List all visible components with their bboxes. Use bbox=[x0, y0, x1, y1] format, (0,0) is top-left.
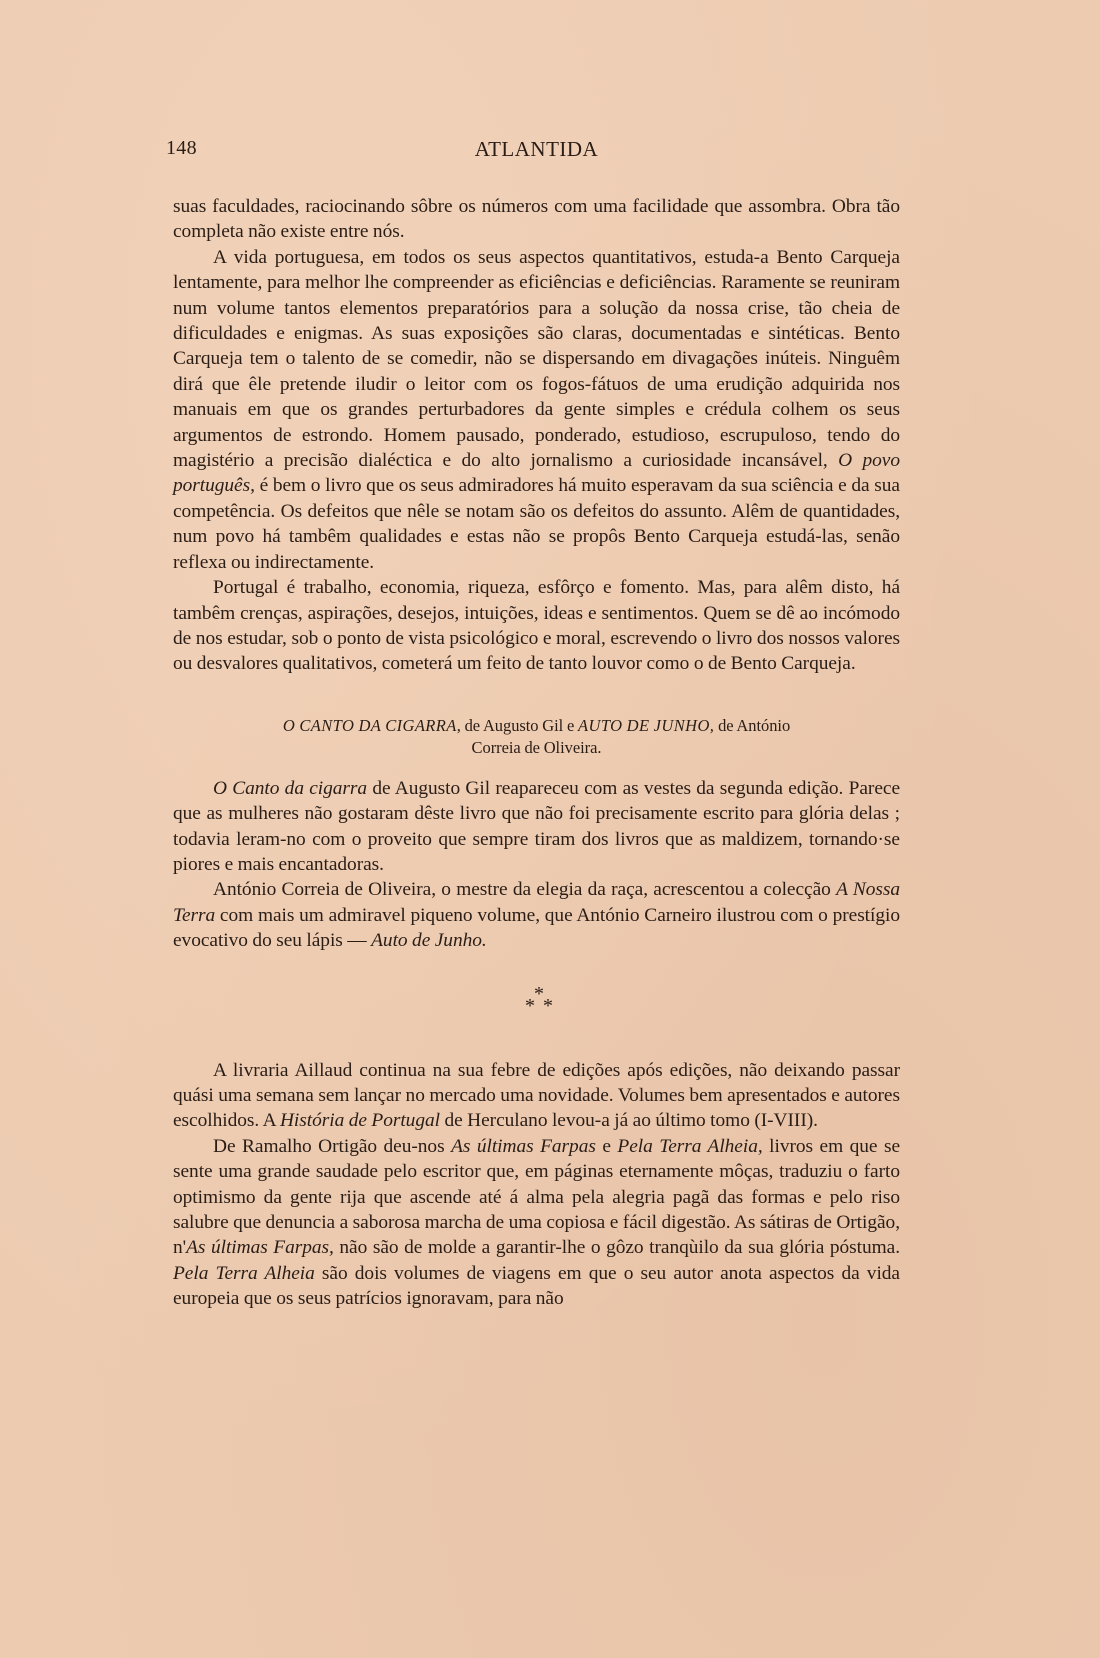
book-title-o-povo-portugues: O povo português, bbox=[173, 450, 900, 497]
asterism-divider bbox=[173, 974, 900, 1034]
journal-title: ATLANTIDA bbox=[474, 137, 599, 161]
section-heading-line-1 bbox=[173, 715, 900, 737]
section-body-canto bbox=[173, 776, 900, 954]
paragraph-text: livros em que se sente uma grande saudade pelo escritor que, em páginas eternamente môças, traduziu o farto optimismo da gente rija que ascende até á alma pela alegria pagã das formas e pelo riso salubre que denuncia a saborosa marcha de uma copiosa e fácil digestão. As sátiras de Ortigão, n' bbox=[173, 1135, 900, 1259]
section-heading bbox=[173, 715, 900, 759]
paragraph-text: suas faculdades, raciocinando sôbre os números com uma facilidade que assombra. Obra tão completa não existe entre nós. bbox=[173, 196, 900, 243]
asterism-star: * bbox=[543, 994, 553, 1017]
paragraph-text: é bem o livro que os seus admiradores há muito esperavam da sua sciência e da sua competência. Os defeitos que nêle se notam são os defeitos do assunto. Alêm de quantidades, num povo há tambêm qualidades e estas não se propôs Bento Carqueja estudá-las, senão reflexa ou indirectamente. bbox=[173, 475, 900, 573]
book-title-pela-terra-alheia: Pela Terra Alheia bbox=[173, 1262, 315, 1284]
paragraph-continuation bbox=[173, 194, 900, 245]
paragraph-text: de Augusto Gil reapareceu com as vestes da segunda edição. Parece que as mulheres não gostaram dêste livro que não foi precisamente escrito para glória delas ; todavia leram-no com o proveito que sempre tiram dos livros que as maldizem, tornando·se piores e mais encantadoras. bbox=[173, 777, 900, 875]
paragraph-ramalho-ortigao bbox=[173, 1134, 900, 1312]
section-heading-line-2: Correia de Oliveira. bbox=[471, 737, 602, 757]
paragraph-text: A vida portuguesa, em todos os seus aspectos quantitativos, estuda-a Bento Carqueja lentamente, para melhor lhe compreender as eficiências e deficiências. Raramente se reuniram num volume tantos elementos preparatórios para a solução da nossa crise, tão cheia de dificuldades e enigmas. As suas exposições são claras, documentadas e sintéticas. Bento Carqueja tem o talento de se comedir, não se dispersando em divagações inúteis. Ninguêm dirá que êle pretende iludir o leitor com os fogos-fátuos de uma erudição adquirida nos manuais em que os grandes perturbadores da gente simples e crédula colhem os seus argumentos de estrondo. Homem pausado, ponderado, estudioso, escrupuloso, tendo do magistério a precisão dialéctica e do alto jornalismo a curiosidade incansável, bbox=[173, 246, 900, 472]
book-title-as-ultimas-farpas: As últimas Farpas, bbox=[186, 1237, 334, 1259]
heading-text: de António bbox=[714, 715, 791, 735]
book-title-historia-de-portugal: História de Portugal bbox=[279, 1110, 440, 1132]
paragraph-text: de Herculano levou-a já ao último tomo (I-VIII). bbox=[439, 1110, 818, 1132]
paragraph-portugal bbox=[173, 575, 900, 677]
heading-text: , de Augusto Gil e bbox=[456, 715, 579, 735]
paragraph-livraria-aillaud bbox=[173, 1058, 900, 1134]
heading-title-canto-da-cigarra: O CANTO DA CIGARRA bbox=[282, 715, 457, 735]
paragraph-correia-de-oliveira bbox=[173, 877, 900, 953]
book-title-canto-da-cigarra: O Canto da cigarra bbox=[213, 777, 368, 799]
book-title-as-ultimas-farpas: As últimas Farpas bbox=[451, 1135, 596, 1157]
paragraph-text: A livraria Aillaud continua na sua febre de edições após edições, não deixando passar quási uma semana sem lançar no mercado uma novidade. Volumes bem apresentados e autores escolhidos. A bbox=[173, 1059, 900, 1132]
paragraph-vida-portuguesa bbox=[173, 245, 900, 575]
paragraph-canto-da-cigarra bbox=[173, 776, 900, 878]
heading-title-auto-de-junho: AUTO DE JUNHO, bbox=[578, 715, 715, 735]
paragraph-text: De Ramalho Ortigão deu-nos bbox=[213, 1135, 452, 1157]
book-title-auto-de-junho: Auto de Junho. bbox=[371, 930, 487, 952]
paragraph-text: Portugal é trabalho, economia, riqueza, esfôrço e fomento. Mas, para alêm disto, há tambêm crenças, aspirações, desejos, intuições, ideas e sentimentos. Quem se dê ao incómodo de nos estudar, sob o ponto de vista psicológico e moral, escrevendo o livro dos nossos valores ou desvalores qualitativos, cometerá um feito de tanto louvor como o de Bento Carqueja. bbox=[173, 577, 900, 675]
page-number: 148 bbox=[166, 137, 197, 159]
paragraph-text: e bbox=[595, 1135, 618, 1157]
running-header bbox=[166, 130, 900, 162]
article-body bbox=[173, 194, 900, 1312]
paragraph-text: com mais um admiravel piqueno volume, que António Carneiro ilustrou com o prestígio evocativo do seu lápis — bbox=[173, 904, 900, 952]
document-page bbox=[166, 130, 901, 1312]
book-title-pela-terra-alheia: Pela Terra Alheia, bbox=[617, 1135, 763, 1157]
paragraph-text: não são de molde a garantir-lhe o gôzo tranqùilo da sua glória póstuma. bbox=[333, 1237, 901, 1259]
book-title-a-nossa-terra: A Nossa Terra bbox=[173, 879, 900, 926]
paragraph-text: são dois volumes de viagens em que o seu autor anota aspectos da vida europeia que os seus patrícios ignoravam, para não bbox=[173, 1262, 900, 1310]
paragraph-text: António Correia de Oliveira, o mestre da elegia da raça, acrescentou a colecção bbox=[213, 879, 837, 901]
asterism-star: * bbox=[525, 994, 535, 1017]
asterism-star: * bbox=[534, 982, 544, 1005]
